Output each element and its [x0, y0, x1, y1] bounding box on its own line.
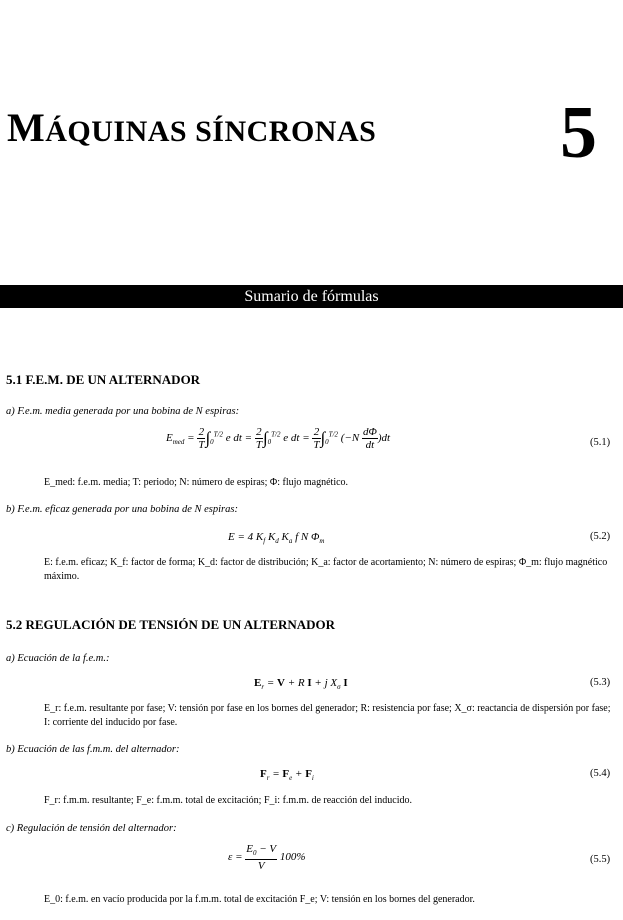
subheading: b) Ecuación de las f.m.m. del alternador: — [6, 744, 180, 755]
equation-description: E: f.e.m. eficaz; K_f: factor de forma; K_d: factor de distribución; K_a: factor de acortamiento; N: número de espiras; Φ_m: flujo magnético máximo. — [44, 557, 608, 582]
equation-description: E_0: f.e.m. en vacío producida por la f.m.m. total de excitación F_e; V: tensión en los bornes del generador. — [44, 894, 475, 905]
summary-banner: Sumario de fórmulas — [0, 285, 623, 308]
equation-number: (5.5) — [590, 854, 611, 865]
subheading: a) Ecuación de la f.e.m.: — [6, 653, 110, 664]
equation-description: E_r: f.e.m. resultante por fase; V: tensión por fase en los bornes del generador; R: resistencia por fase; X_σ: reactancia de dispersión por fase; I: corriente del inducido por fase. — [44, 703, 611, 728]
equation-description: F_r: f.m.m. resultante; F_e: f.m.m. total de excitación; F_i: f.m.m. de reacción del inducido. — [44, 795, 412, 806]
chapter-number: 5 — [560, 92, 597, 174]
equation-5-4: $F_r = F_e + F_i$ — [260, 768, 314, 783]
equation-number: (5.1) — [590, 437, 611, 448]
section-heading: 5.2 REGULACIÓN DE TENSIÓN DE UN ALTERNADOR — [6, 617, 336, 632]
chapter-title: MÁQUINAS SÍNCRONAS — [7, 105, 377, 150]
equation-5-3: $E_r = V + R$ I + j $X_\sigma$ I — [254, 677, 348, 692]
equation-number: (5.2) — [590, 531, 611, 542]
equation-5-5: ε = $\frac{E_0 - V}{V}$ 100% — [228, 843, 306, 873]
subheading: b) F.e.m. eficaz generada por una bobina de N espiras: — [6, 504, 238, 515]
equation-5-2: E = 4 $K_f$ $K_d$ $K_a$ f N $\Phi_m$ — [228, 531, 325, 546]
subheading: c) Regulación de tensión del alternador: — [6, 823, 177, 834]
equation-5-1: $E_{med}$ = $\frac{2}{T}$ $\int_0^{T/2}$ e dt = $\frac{2}{T}$ $\int_0^{T/2}$ e dt = $\frac{2}{T}$ $\int_0^{T/2}$ (−N $\frac{d\Phi}{dt}$ )dt — [166, 426, 391, 451]
equation-number: (5.4) — [590, 768, 611, 779]
equation-description: E_med: f.e.m. media; T: periodo; N: número de espiras; Φ: flujo magnético. — [44, 477, 349, 488]
section-heading: 5.1 F.E.M. DE UN ALTERNADOR — [6, 372, 201, 387]
subheading: a) F.e.m. media generada por una bobina de N espiras: — [6, 406, 240, 417]
equation-number: (5.3) — [590, 677, 611, 688]
